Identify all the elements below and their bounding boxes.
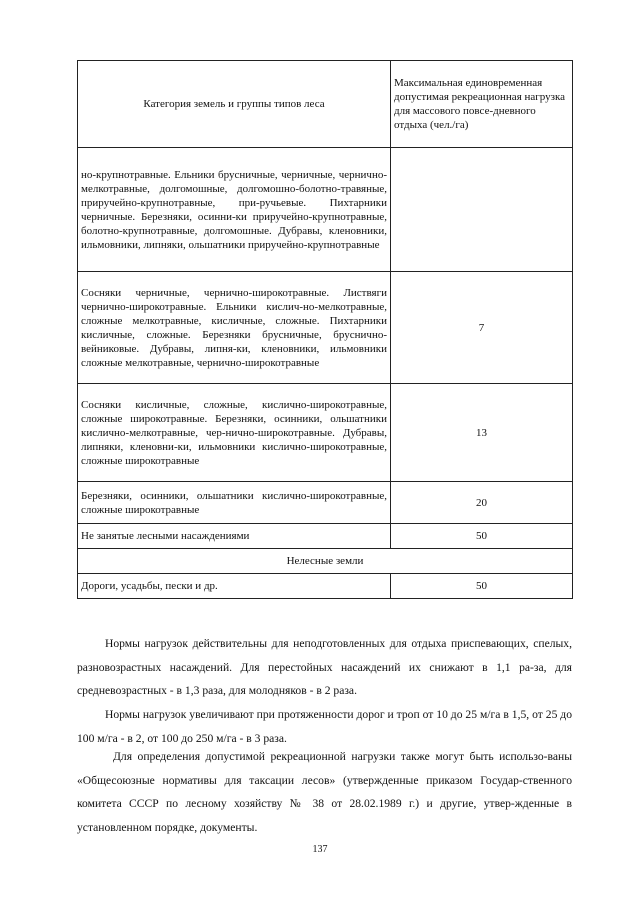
row-value <box>391 148 573 272</box>
recreational-load-table <box>77 60 573 599</box>
table-row <box>78 482 573 524</box>
row-category: но-крупнотравные. Ельники брусничные, черничные, чернично-мелкотравные, долгомошные, долгомошно-болотно-травяные, приручейно-крупнотравные, при-ручьевые. Пихтарники черничные. Березняки, осинни-ки приручейно-крупнотравные, болотно-крупнотравные, долгомошные. Дубравы, кленовники, ильмовники, липняки, ольшатники приручейно-крупнотравные <box>78 148 391 272</box>
row-value: 20 <box>391 482 573 524</box>
header-category: Категория земель и группы типов леса <box>78 61 391 148</box>
table-row <box>78 148 573 272</box>
section-title: Нелесные земли <box>78 549 573 574</box>
table-header-row <box>78 61 573 148</box>
row-value: 50 <box>391 574 573 599</box>
paragraph: Нормы нагрузок действительны для неподготовленных для отдыха приспевающих, спелых, разновозрастных насаждений. Для перестойных насаждений их снижают в 1,1 ра-за, для средневозрастных - в 1,3 раза, для молодняков - в 2 раза. <box>77 637 572 697</box>
row-category: Дороги, усадьбы, пески и др. <box>78 574 391 599</box>
row-value: 13 <box>391 384 573 482</box>
table-row <box>78 272 573 384</box>
page-number: 137 <box>312 844 328 855</box>
row-value: 7 <box>391 272 573 384</box>
row-category: Сосняки черничные, чернично-широкотравные. Листвяги чернично-широкотравные. Ельники кислич-но-мелкотравные, сложные мелкотравные, кисличные, сложные. Пихтарники кисличные, сложные. Березняки брусничные, бруснично-вейниковые. Дубравы, липня-ки, кленовники, ильмовники сложные мелкотравные, чернично-широкотравные <box>78 272 391 384</box>
table-row <box>78 574 573 599</box>
table-row <box>78 524 573 549</box>
row-category: Сосняки кисличные, сложные, кислично-широкотравные, сложные широкотравные. Березняки, осинники, ольшатники кислично-мелкотравные, чер-нично-широкотравные. Дубравы, липняки, кленовни-ки, ильмовники кислично-широкотравные, сложные широкотравные <box>78 384 391 482</box>
header-load: Максимальная единовременная допустимая рекреационная нагрузка для массового повсе-дневного отдыха (чел./га) <box>391 61 573 148</box>
table-row <box>78 384 573 482</box>
paragraph: Нормы нагрузок увеличивают при протяженности дорог и троп от 10 до 25 м/га в 1,5, от 25 до 100 м/га - в 2, от 100 до 250 м/га - в 3 раза. <box>77 708 572 745</box>
row-category: Не занятые лесными насаждениями <box>78 524 391 549</box>
row-value: 50 <box>391 524 573 549</box>
paragraph: Для определения допустимой рекреационной нагрузки также могут быть использо-ваны «Общесоюзные нормативы для таксации лесов» (утвержденные приказом Государ-ственного комитета СССР по лесному хозяйству № 38 от 28.02.1989 г.) и другие, утвер-жденные в установленном порядке, документы. <box>77 750 572 834</box>
row-category: Березняки, осинники, ольшатники кислично-широкотравные, сложные широкотравные <box>78 482 391 524</box>
section-row <box>78 549 573 574</box>
